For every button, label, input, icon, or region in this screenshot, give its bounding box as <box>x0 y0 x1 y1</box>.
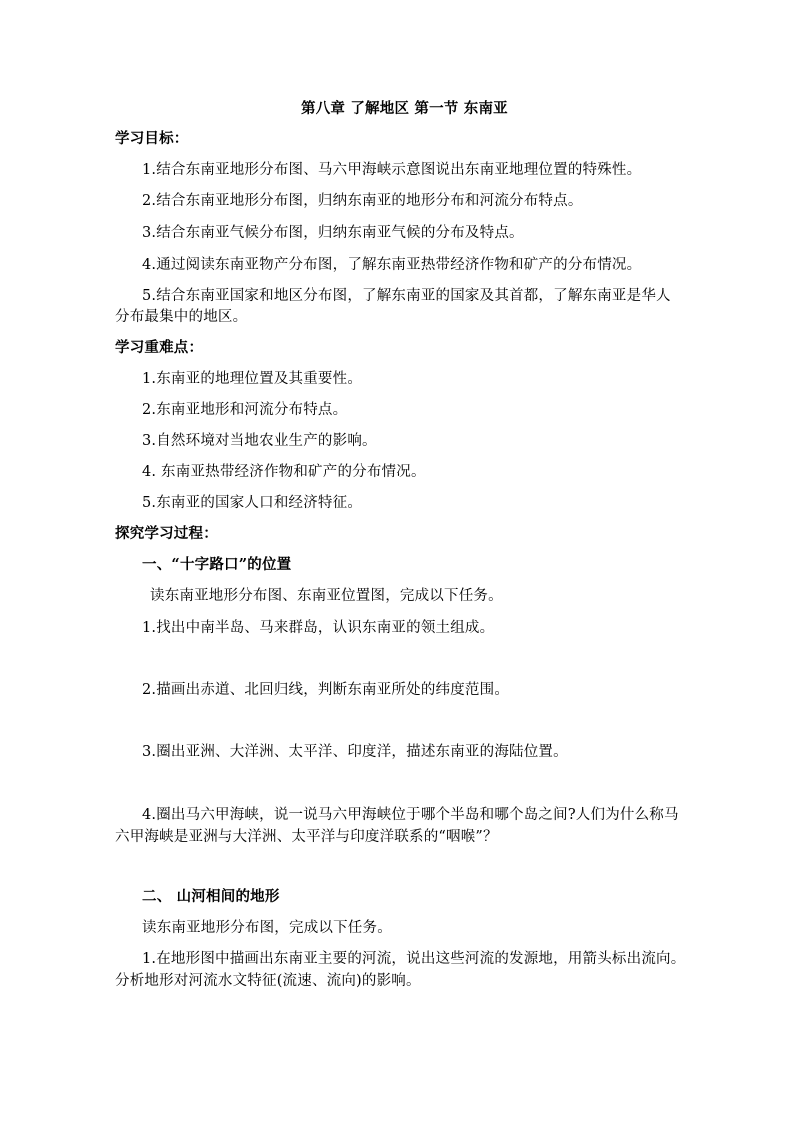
section1-heading: 一、“十字路口”的位置 <box>142 556 292 573</box>
process-heading: 探究学习过程： <box>115 525 218 542</box>
section1-task: 2.描画出赤道、北回归线，判断东南亚所处的纬度范围。 <box>142 682 510 698</box>
key-point-item: 4. 东南亚热带经济作物和矿产的分布情况。 <box>142 464 426 480</box>
key-points-heading: 学习重难点： <box>115 339 204 356</box>
objective-item-continued: 分布最集中的地区。 <box>115 309 248 325</box>
objective-item: 1.结合东南亚地形分布图、马六甲海峡示意图说出东南亚地理位置的特殊性。 <box>142 162 642 178</box>
section1-intro: 读东南亚地形分布图、东南亚位置图，完成以下任务。 <box>150 588 503 604</box>
objective-item: 4.通过阅读东南亚物产分布图，了解东南亚热带经济作物和矿产的分布情况。 <box>142 257 642 273</box>
section2-task: 1.在地形图中描画出东南亚主要的河流，说出这些河流的发源地，用箭头标出流向。 <box>142 951 686 967</box>
section2-task-continued: 分析地形对河流水文特征(流速、流向)的影响。 <box>115 973 421 989</box>
objectives-heading: 学习目标： <box>115 130 189 147</box>
section1-task: 1.找出中南半岛、马来群岛，认识东南亚的领土组成。 <box>142 620 495 636</box>
section2-intro: 读东南亚地形分布图，完成以下任务。 <box>142 920 392 936</box>
key-point-item: 3.自然环境对当地农业生产的影响。 <box>142 433 377 449</box>
document-title: 第八章 了解地区 第一节 东南亚 <box>301 100 508 117</box>
key-point-item: 2.东南亚地形和河流分布特点。 <box>142 402 348 418</box>
objective-item: 5.结合东南亚国家和地区分布图，了解东南亚的国家及其首都，了解东南亚是华人 <box>142 288 671 304</box>
objective-item: 3.结合东南亚气候分布图，归纳东南亚气候的分布及特点。 <box>142 225 524 241</box>
section1-task-continued: 六甲海峡是亚洲与大洋洲、太平洋与印度洋联系的“咽喉”？ <box>115 829 498 845</box>
objective-item: 2.结合东南亚地形分布图，归纳东南亚的地形分布和河流分布特点。 <box>142 193 583 209</box>
section1-task: 3.圈出亚洲、大洋洲、太平洋、印度洋，描述东南亚的海陆位置。 <box>142 744 568 760</box>
section1-task: 4.圈出马六甲海峡，说一说马六甲海峡位于哪个半岛和哪个岛之间?人们为什么称马 <box>142 807 679 823</box>
key-point-item: 1.东南亚的地理位置及其重要性。 <box>142 371 363 387</box>
key-point-item: 5.东南亚的国家人口和经济特征。 <box>142 495 363 511</box>
section2-heading: 二、 山河相间的地形 <box>142 888 280 905</box>
